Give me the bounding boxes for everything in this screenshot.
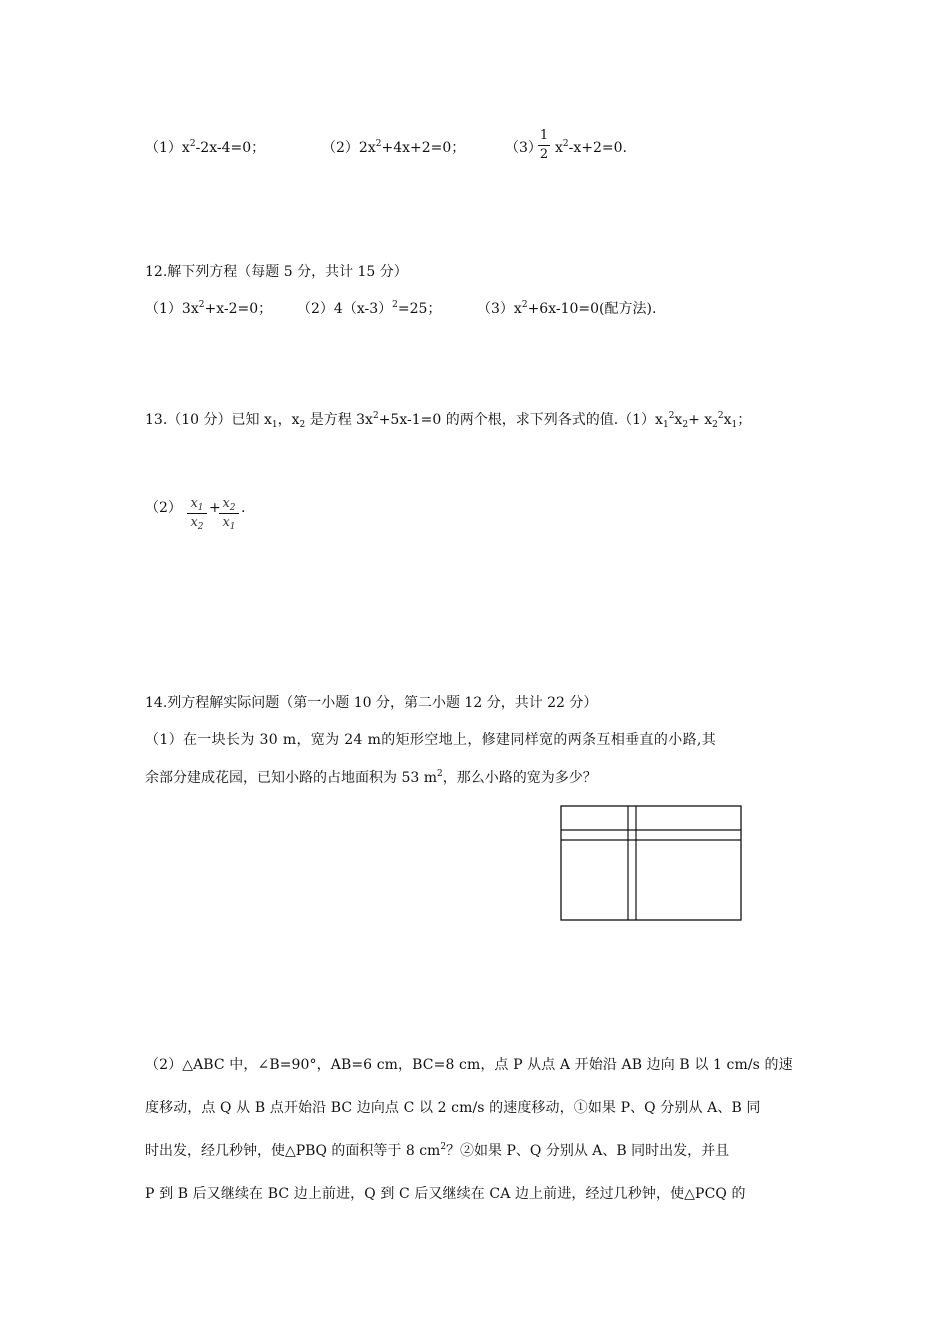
exponent: 2 — [668, 411, 675, 421]
subscript: 1 — [662, 420, 669, 430]
q13-text: +5x-1=0 的两个根，求下列各式的值.（1）x — [378, 412, 663, 428]
garden-paths-diagram — [560, 805, 744, 923]
q14-title: 14.列方程解实际问题（第一小题 10 分，第二小题 12 分，共计 22 分） — [145, 695, 598, 711]
q14-part1-text: ，那么小路的宽为多少？ — [442, 770, 597, 786]
subscript: 2 — [229, 503, 236, 513]
q12-part3-rest: +6x-10=0(配方法). — [527, 301, 657, 317]
q14-part2-text: 时出发，经几秒钟，使△PBQ 的面积等于 8 cm — [145, 1143, 441, 1159]
q11-part2-term: 2x — [358, 140, 376, 156]
q12-part3-exponent: 2 — [521, 300, 528, 310]
q14-part1-text: 余部分建成花园，已知小路的占地面积为 53 m — [145, 770, 437, 786]
subscript: 2 — [299, 420, 306, 430]
q12-title: 12.解下列方程（每题 5 分，共计 15 分） — [145, 264, 408, 280]
fraction-bar — [187, 513, 207, 514]
q13-text: 13.（10 分）已知 x — [145, 412, 272, 428]
subscript: 2 — [682, 420, 689, 430]
q12-part3-term: x — [513, 301, 522, 317]
q13-fraction-2 — [218, 496, 240, 531]
subscript: 1 — [229, 522, 236, 532]
q11-part2-label: （2） — [322, 140, 359, 156]
q14-part1-line2 — [145, 768, 597, 788]
fraction-numerator: 1 — [539, 128, 549, 143]
q12-part2-rest: =25； — [397, 301, 442, 317]
q13-text: ； — [737, 412, 752, 428]
garden-rectangle — [561, 806, 741, 920]
variable: x — [190, 515, 198, 530]
exponent: 2 — [717, 411, 724, 421]
subscript: 2 — [712, 420, 718, 430]
q14-part1-line1: （1）在一块长为 30 m，宽为 24 m的矩形空地上，修建同样宽的两条互相垂直的小路,其 — [145, 732, 717, 748]
q11-part2-rest: +4x+2=0； — [381, 140, 466, 156]
q13-plus: + — [209, 500, 221, 516]
q12-part2-term: 4（x-3） — [333, 301, 393, 317]
q13-text: x — [723, 412, 732, 428]
q12-part1 — [145, 299, 272, 319]
q13-end: . — [241, 500, 246, 516]
q11-part2-exponent: 2 — [375, 139, 382, 149]
q12-part3 — [477, 299, 656, 319]
q11-part1-term: x — [181, 140, 190, 156]
subscript: 1 — [271, 420, 278, 430]
variable: x — [190, 496, 198, 511]
q11-part3-fraction — [537, 128, 551, 163]
q13-text: + x — [688, 412, 713, 428]
q13-text: ，x — [277, 412, 300, 428]
fraction-numerator — [186, 496, 208, 512]
fraction-bar — [538, 145, 550, 146]
q11-part3-term: x — [555, 140, 563, 156]
q11-part3-exponent: 2 — [562, 139, 569, 149]
q13-statement — [145, 410, 751, 430]
q11-part3-label: （3） — [505, 140, 542, 156]
q12-part3-label: （3） — [477, 301, 514, 317]
fraction-denominator — [186, 515, 208, 531]
fraction-bar — [219, 513, 239, 514]
subscript: 1 — [197, 503, 204, 513]
exponent: 2 — [372, 411, 379, 421]
q11-part2 — [322, 138, 465, 158]
q11-part1-rest: -2x-4=0； — [195, 140, 266, 156]
q12-part1-label: （1） — [145, 301, 182, 317]
fraction-denominator — [218, 515, 240, 531]
fraction-numerator — [218, 496, 240, 512]
q14-part2-line4: P 到 B 后又继续在 BC 边上前进，Q 到 C 后又继续在 CA 边上前进，经过几秒钟，使△PCQ 的 — [145, 1186, 746, 1202]
q12-part2-exponent: 2 — [392, 300, 398, 310]
q13-part2-label: （2） — [145, 500, 182, 516]
q12-part2 — [297, 299, 441, 319]
q14-part2-line2: 度移动，点 Q 从 B 点开始沿 BC 边向点 C 以 2 cm/s 的速度移动，①如果 P、Q 分别从 A、B 同 — [145, 1100, 761, 1116]
q12-part1-term: 3x — [181, 301, 199, 317]
q14-part2-line1: （2）△ABC 中，∠B=90°，AB=6 cm，BC=8 cm，点 P 从点 A 开始沿 AB 边向 B 以 1 cm/s 的速 — [145, 1057, 793, 1073]
q11-part3-expr — [555, 138, 627, 158]
q12-part2-label: （2） — [297, 301, 334, 317]
q11-part1-label: （1） — [145, 140, 182, 156]
q12-part1-exponent: 2 — [198, 300, 205, 310]
q14-part2-text: ？②如果 P、Q 分别从 A、B 同时出发，并且 — [446, 1143, 730, 1159]
q13-text: 是方程 3x — [305, 412, 373, 428]
variable: x — [222, 496, 230, 511]
exponent: 2 — [440, 1142, 447, 1152]
q11-part1-exponent: 2 — [189, 139, 196, 149]
q13-fraction-1 — [186, 496, 208, 531]
subscript: 1 — [731, 420, 738, 430]
subscript: 2 — [197, 522, 204, 532]
q13-text: x — [674, 412, 683, 428]
q11-part3-rest: -x+2=0. — [568, 140, 627, 156]
variable: x — [222, 515, 230, 530]
q14-part2-line3 — [145, 1141, 729, 1161]
exponent: 2 — [437, 769, 443, 779]
q11-part1 — [145, 138, 265, 158]
q12-part1-rest: +x-2=0； — [204, 301, 273, 317]
fraction-denominator: 2 — [539, 147, 549, 162]
